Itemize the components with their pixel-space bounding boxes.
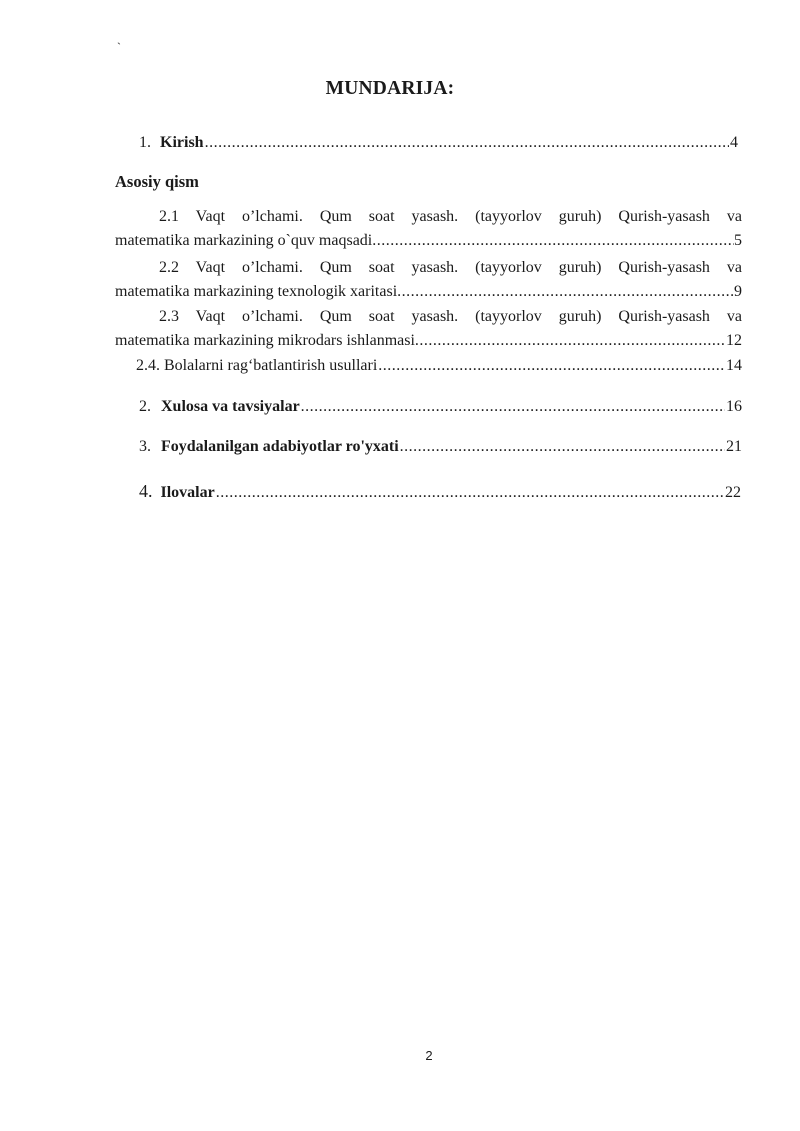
page-number: 2 (425, 1048, 433, 1063)
toc-leader-dots (400, 438, 725, 456)
toc-entry-2-3[interactable] (115, 305, 742, 353)
toc-entry-conclusion[interactable] (139, 398, 742, 416)
toc-entry-page: 5 (734, 232, 742, 249)
toc-entry-title-line2: matematika markazining o`quv maqsadi (115, 232, 373, 249)
toc-entry-title-line1: 2.3 Vaqt o’lchami. Qum soat yasash. (tayyorlov guruh) Qurish-yasash va (159, 308, 742, 325)
toc-entry-number: 3. (139, 438, 151, 455)
toc-entry-2-2[interactable] (115, 256, 742, 304)
toc-entry-page: 22 (725, 484, 741, 501)
toc-entry-title-line2: matematika markazining mikrodars ishlanmasi (115, 332, 415, 349)
toc-entry-number: 1. (139, 134, 151, 151)
page-title: MUNDARIJA: (325, 78, 455, 99)
toc-leader-dots (372, 229, 734, 253)
toc-entry-page: 12 (726, 332, 742, 349)
toc-entry-label: Bolalarni rag‘batlantirish usullari (164, 357, 378, 374)
toc-entry-label: Kirish (160, 134, 204, 151)
toc-entry-title-line1: 2.2 Vaqt o’lchami. Qum soat yasash. (tayyorlov guruh) Qurish-yasash va (159, 259, 742, 276)
toc-entry-title-line1: 2.1 Vaqt o’lchami. Qum soat yasash. (tayyorlov guruh) Qurish-yasash va (159, 208, 742, 225)
toc-entry-page: 9 (734, 283, 742, 300)
toc-entry-label: Ilovalar (160, 484, 215, 501)
toc-leader-dots (415, 329, 726, 353)
section-heading: Asosiy qism (115, 172, 199, 191)
toc-entry-page: 14 (726, 357, 742, 374)
toc-leader-dots (301, 398, 725, 416)
toc-entry-references[interactable] (139, 438, 742, 456)
toc-entry-page: 4 (730, 134, 738, 151)
toc-entry-number: 2.4. (136, 357, 160, 374)
toc-entry-appendix[interactable] (139, 481, 741, 502)
toc-entry-page: 21 (726, 438, 742, 455)
toc-leader-dots (397, 280, 734, 304)
toc-entry-intro[interactable] (139, 134, 738, 152)
toc-leader-dots (378, 357, 725, 375)
toc-leader-dots (216, 484, 724, 502)
toc-leader-dots (205, 134, 729, 152)
corner-mark: ` (117, 40, 121, 54)
toc-entry-number: 4. (139, 481, 153, 501)
toc-entry-title-line2: matematika markazining texnologik xaritasi (115, 283, 398, 300)
toc-entry-label: Foydalanilgan adabiyotlar ro'yxati (161, 438, 399, 455)
toc-entry-page: 16 (726, 398, 742, 415)
toc-entry-2-4[interactable] (136, 357, 742, 375)
toc-entry-label: Xulosa va tavsiyalar (161, 398, 300, 415)
toc-entry-2-1[interactable] (115, 205, 742, 253)
toc-entry-number: 2. (139, 398, 151, 415)
